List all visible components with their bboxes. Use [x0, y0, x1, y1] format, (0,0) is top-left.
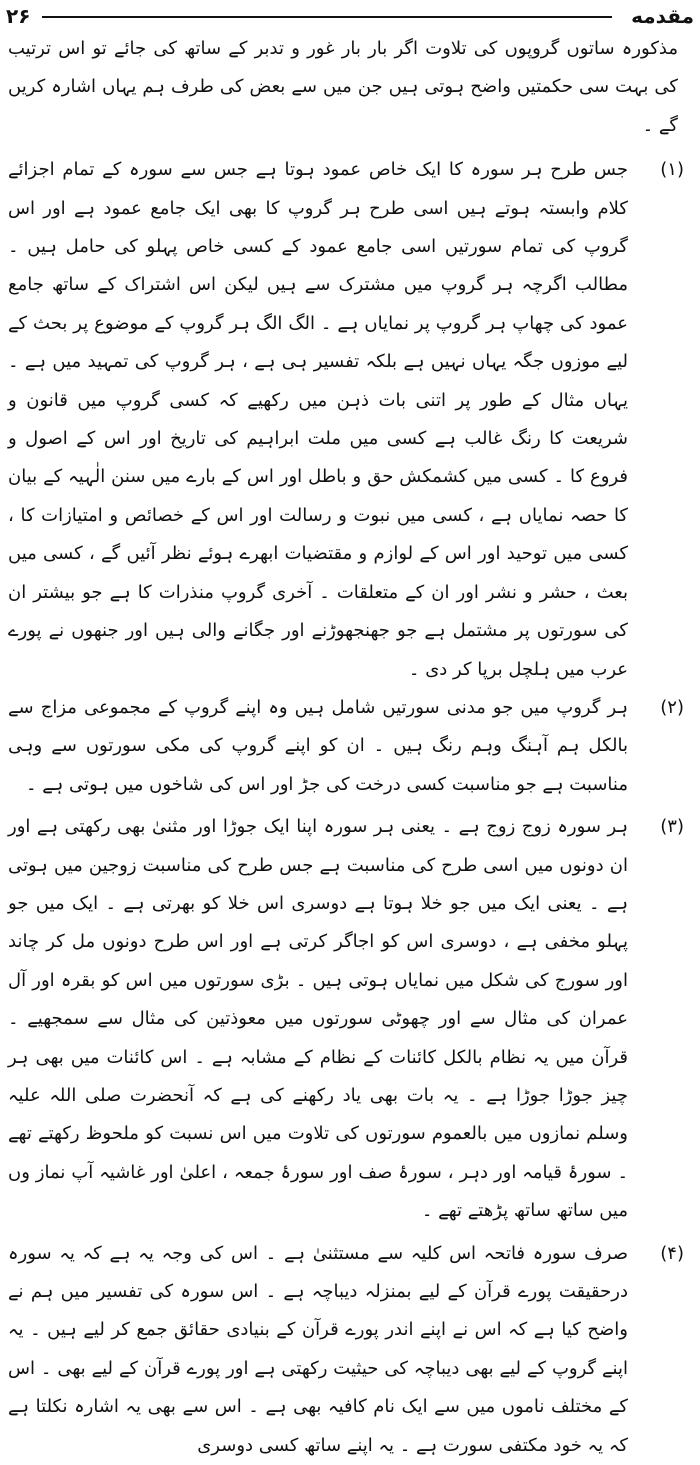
- numbered-point-3: [8, 808, 692, 1230]
- header-rule: [42, 16, 612, 18]
- point-text: جس طرح ہر سورہ کا ایک خاص عمود ہوتا ہے جس سے سورہ کے تمام اجزائے کلام وابستہ ہوتے ہیں اسی طرح ہر گروپ کا بھی ایک جامع عمود ہے اور اس گروپ کی تمام سورتیں اسی جامع عمود کے کسی خاص پہلو کی حامل ہیں ۔ مطالب اگرچہ ہر گروپ میں مشترک سے ہیں لیکن اس اشتراک کے ساتھ جامع عمود کی چھاپ ہر گروپ پر نمایاں ہے ۔ الگ الگ ہر گروپ کے موضوع پر بحث کے لیے موزوں جگہ یہاں نہیں ہے بلکہ تفسیر ہی ہے ، ہر گروپ کی تمہید میں ہے ۔ یہاں مثال کے طور پر اتنی بات ذہن میں رکھیے کہ کسی گروپ میں قانون و شریعت کا رنگ غالب ہے کسی میں ملت ابراہیم کی تاریخ اور اس کے اصول و فروع کا ۔ کسی میں کشمکش حق و باطل اور اس کے بارے میں سنن الٰہیہ کے بیان کا حصہ نمایاں ہے ، کسی میں نبوت و رسالت اور اس کے خصائص و امتیازات کا ، کسی میں توحید اور اس کے لوازم و مقتضیات ابھرے ہوئے نظر آئیں گے ، کسی میں بعث ، حشر و نشر اور ان کے متعلقات ۔ آخری گروپ منذرات کا ہے جو بیشتر ان کی سورتوں پر مشتمل ہے جو جھنجھوڑنے اور جگانے والی ہیں اور جنھوں نے پورے عرب میں ہلچل برپا کر دی ۔: [8, 159, 628, 680]
- chapter-title: مقدمه: [631, 4, 694, 28]
- point-number: (۴): [660, 1242, 684, 1264]
- point-text: صرف سورہ فاتحہ اس کلیہ سے مستثنیٰ ہے ۔ اس کی وجہ یہ ہے کہ یہ سورہ درحقیقت پورے قرآن کے لیے بمنزلہ دیباچہ ہے ۔ اس سورہ کی تفسیر میں ہم نے واضح کیا ہے کہ اس نے اپنے اندر پورے قرآن کے بنیادی حقائق جمع کر لیے ہیں ۔ یہ اپنے گروپ کے لیے بھی دیباچہ کی حیثیت رکھتی ہے اور پورے قرآن کے لیے بھی ۔ اس کے مختلف ناموں میں سے ایک نام کافیہ بھی ہے ۔ اس سے بھی یہ اشارہ نکلتا ہے کہ یہ خود مکتفی سورت ہے ۔ یہ اپنے ساتھ کسی دوسری: [8, 1242, 628, 1456]
- page-number: ۲۶: [6, 4, 31, 28]
- page-body: [8, 30, 692, 1465]
- numbered-point-2: [8, 689, 692, 804]
- numbered-point-1: [8, 151, 692, 689]
- point-number: (۳): [660, 816, 684, 838]
- point-text: ہر سورہ زوج زوج ہے ۔ یعنی ہر سورہ اپنا ایک جوڑا اور مثنیٰ بھی رکھتی ہے اور ان دونوں میں اسی طرح کی مناسبت ہے جس طرح کی مناسبت زوجین میں ہوتی ہے ۔ یعنی ایک میں جو خلا ہوتا ہے دوسری اس خلا کو بھرتی ہے ۔ ایک میں جو پہلو مخفی ہے ، دوسری اس کو اجاگر کرتی ہے اور اس طرح دونوں مل کر چاند اور سورج کی شکل میں نمایاں ہوتی ہیں ۔ بڑی سورتوں میں اس کو بقرہ اور آل عمران کی مثال سے اور چھوٹی سورتوں میں معوذتین کی مثال سے سمجھیے ۔ قرآن میں یہ نظام بالکل کائنات کے نظام کے مشابہ ہے ۔ اس کائنات میں بھی ہر چیز جوڑا جوڑا ہے ۔ یہ بات بھی یاد رکھنے کی ہے کہ آنحضرت صلی اللہ علیہ وسلم نمازوں میں بالعموم سورتوں کی تلاوت میں اس نسبت کو ملحوظ رکھتے تھے ۔ سورۂ قیامہ اور دہر ، سورۂ صف اور سورۂ جمعہ ، اعلیٰ اور غاشیہ آپ نماز وں میں ساتھ ساتھ پڑھتے تھے ۔: [8, 816, 628, 1222]
- numbered-point-4: [8, 1235, 692, 1465]
- page-header: [6, 4, 694, 26]
- intro-paragraph: مذکورہ ساتوں گروپوں کی تلاوت اگر بار بار غور و تدبر کے ساتھ کی جائے تو اس ترتیب کی بہت سی حکمتیں واضح ہوتی ہیں جن میں سے بعض کی طرف ہم یہاں اشارہ کریں گے ۔: [8, 38, 678, 136]
- point-number: (۲): [660, 696, 684, 718]
- point-number: (۱): [660, 159, 684, 181]
- point-text: ہر گروپ میں جو مدنی سورتیں شامل ہیں وہ اپنے گروپ کے مجموعی مزاج سے بالکل ہم آہنگ وہم رنگ ہیں ۔ ان کو اپنے گروپ کی مکی سورتوں سے وہی مناسبت ہے جو مناسبت کسی درخت کی جڑ اور اس کی شاخوں میں ہوتی ہے ۔: [8, 696, 628, 795]
